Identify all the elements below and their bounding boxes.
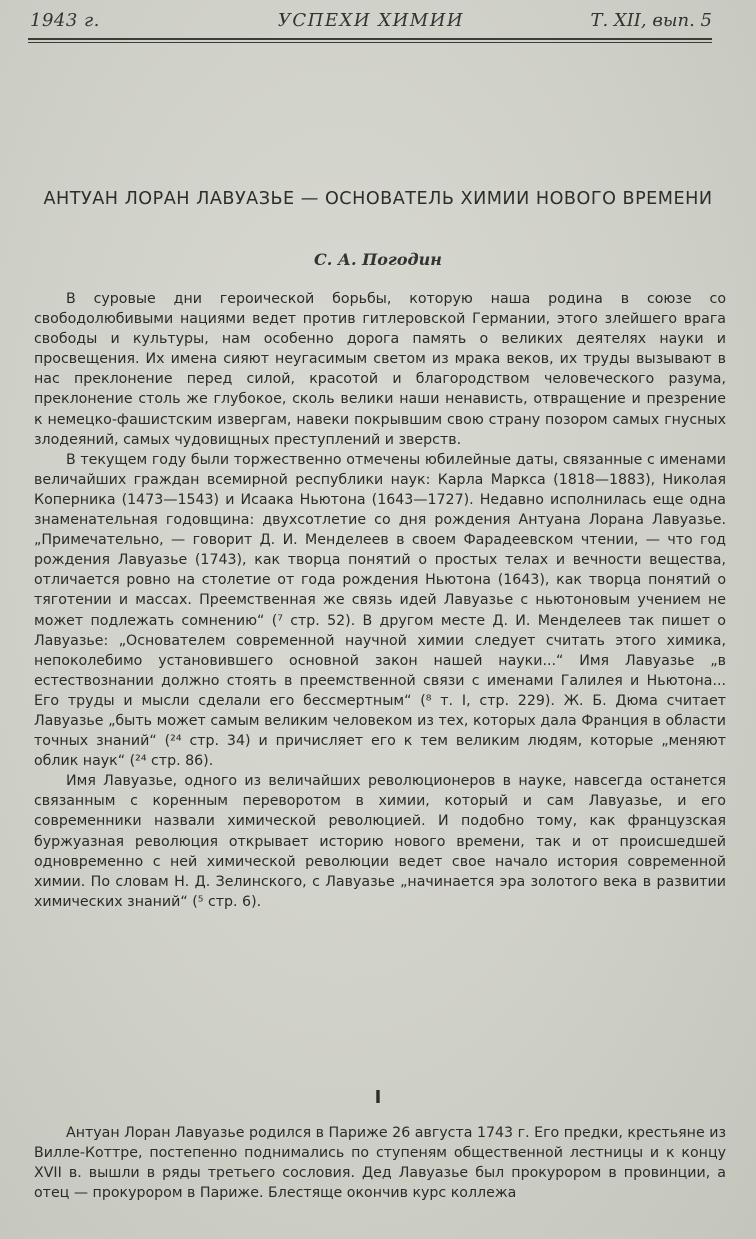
paragraph: В текущем году были торжественно отмечены юбилейные даты, связанные с именами величайших граждан всемирной республики наук: Карла Маркса (1818—1883), Николая Коперника (1473—1543) и Исаака Ньютона (1643—1727). Недавно исполнилась еще одна знаменательная годовщина: двухсотлетие со дня рождения Антуана Лорана Лавуазье. „Примечательно, — говорит Д. И. Менделеев в своем Фарадеевском чтении, — что год рождения Лавуазье (1743), как творца понятий о простых телах и вечности вещества, отличается ровно на столетие от года рождения Ньютона (1643), как творца понятий о тяготении и массах. Преемственная же связь идей Лавуазье с ньютоновым учением не может подлежать сомнению“ (⁷ стр. 52). В другом месте Д. И. Менделеев так пишет о Лавуазье: „Основателем современной научной химии следует считать этого химика, непоколебимо установившего основной закон нашей науки...“ Имя Лавуазье „в естествознании должно стоять в преемственной связи с именами Галилея и Ньютона... Его труды и мысли сделали его бессмертным“ (⁸ т. I, стр. 229). Ж. Б. Дюма считает Лавуазье „быть может самым великим человеком из тех, которых дала Франция в области точных знаний“ (²⁴ стр. 34) и причисляет его к тем великим людям, которые „меняют облик наук“ (²⁴ стр. 86). [34,451,726,770]
header-year: 1943 г. [30,10,100,31]
header-volume: Т. XII, вып. 5 [590,10,712,31]
header-journal-title: УСПЕХИ ХИМИИ [277,10,465,31]
article-author: С. А. Погодин [314,250,442,269]
paragraph: Имя Лавуазье, одного из величайших революционеров в науке, навсегда останется связанным с коренным переворотом в химии, который и сам Лавуазье, и его современники назвали химической революцией. И подобно тому, как французская буржуазная революция открывает историю нового времени, так и от происшедшей одновременно с ней химической революции ведет свое начало история современной химии. По словам Н. Д. Зелинского, с Лавуазье „начинается эра золотого века в развитии химических знаний“ (⁵ стр. 6). [34,773,726,910]
section-body [34,1123,726,1203]
paragraph: Антуан Лоран Лавуазье родился в Париже 26 августа 1743 г. Его предки, крестьяне из Вилле-Коттре, постепенно поднимались по ступеням общественной лестницы и к концу XVII в. вышли в ряды третьего сословия. Дед Лавуазье был прокурором в провинции, а отец — прокурором в Париже. Блестяще окончив курс коллежа [34,1125,726,1202]
paragraph: В суровые дни героической борьбы, которую наша родина в союзе со свободолюбивыми нациями ведет против гитлеровской Германии, этого злейшего врага свободы и культуры, нам особенно дорога память о великих деятелях науки и просвещения. Их имена сияют неугасимым светом из мрака веков, их труды вызывают в нас преклонение перед силой, красотой и благородством человеческого разума, преклонение столь же глубокое, сколь велики наши ненависть, отвращение и презрение к немецко-фашистским извергам, навеки покрывшим свою страну позором самых гнусных злодеяний, самых чудовищных преступлений и зверств. [34,291,726,448]
article-body [34,289,726,912]
header-rule [28,38,712,40]
section-number: I [374,1087,382,1108]
header-rule-thin [28,42,712,43]
running-head [30,8,712,36]
article-title: АНТУАН ЛОРАН ЛАВУАЗЬЕ — ОСНОВАТЕЛЬ ХИМИИ НОВОГО ВРЕМЕНИ [43,189,713,209]
